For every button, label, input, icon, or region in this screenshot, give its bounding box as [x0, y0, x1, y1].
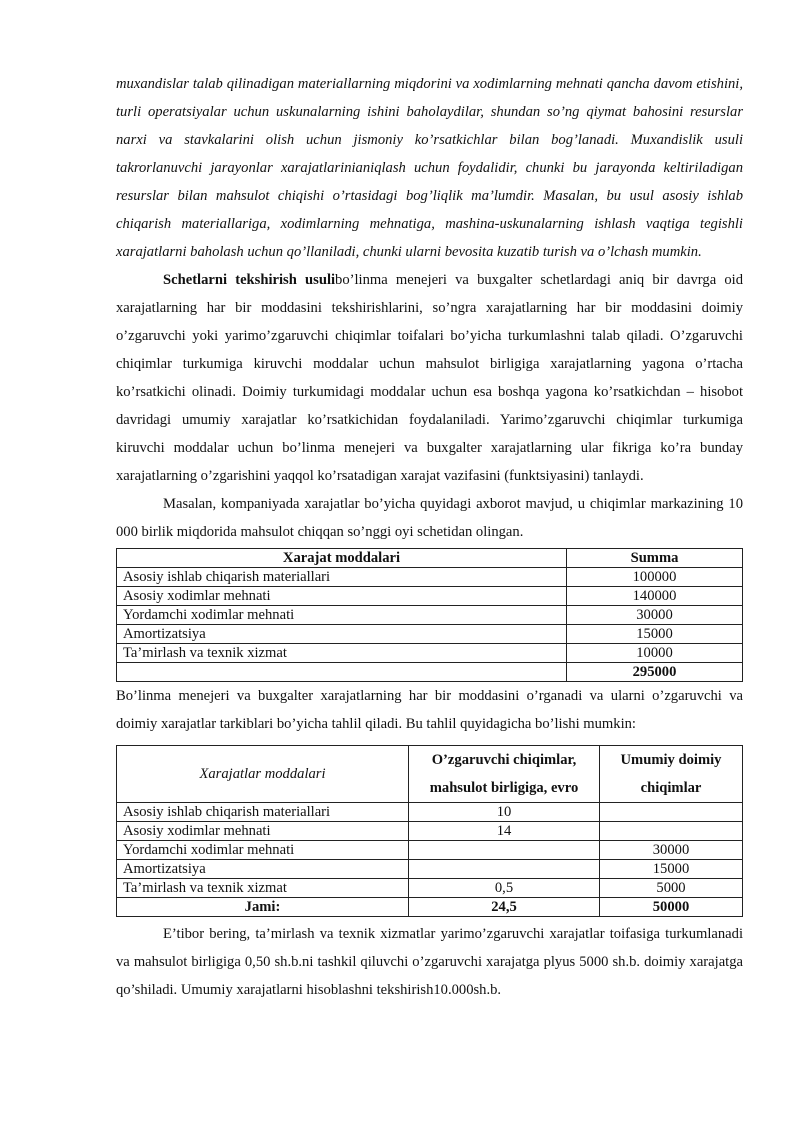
- table-cell: Amortizatsiya: [117, 625, 567, 644]
- table-total-row: [117, 898, 743, 917]
- table-cell: 30000: [567, 606, 743, 625]
- table-header-row: [117, 746, 743, 803]
- table-header-row: [117, 549, 743, 568]
- table-cell: [600, 803, 743, 822]
- document-page: [116, 70, 743, 1004]
- table-cell: 10000: [567, 644, 743, 663]
- table-cell: Asosiy xodimlar mehnati: [117, 587, 567, 606]
- total-variable-cell: 24,5: [409, 898, 600, 917]
- table-cell: 30000: [600, 841, 743, 860]
- paragraph-note: E’tibor bering, ta’mirlash va texnik xizmatlar yarimo’zgaruvchi xarajatlar toifasiga turkumlanadi va mahsulot birligiga 0,50 sh.b.ni tashkil qiluvchi o’zgaruvchi xarajatga plyus 5000 sh.b. doimiy xarajatga qo’shiladi. Umumiy xarajatlarni hisoblashni tekshirish10.000sh.b.: [116, 926, 743, 998]
- table-cell: Yordamchi xodimlar mehnati: [117, 606, 567, 625]
- table-row: [117, 625, 743, 644]
- total-label-cell: Jami:: [117, 898, 409, 917]
- table-cell: Yordamchi xodimlar mehnati: [117, 841, 409, 860]
- table-cell: [409, 860, 600, 879]
- table-total-row: [117, 663, 743, 682]
- table-cell: 0,5: [409, 879, 600, 898]
- total-fixed-cell: 50000: [600, 898, 743, 917]
- table-cell: Ta’mirlash va texnik xizmat: [117, 644, 567, 663]
- column-header-cost-items: Xarajatlar moddalari: [117, 746, 409, 803]
- table-cell: 100000: [567, 568, 743, 587]
- term-account-check-method: Schetlarni tekshirish usuli: [163, 272, 336, 288]
- table-row: [117, 803, 743, 822]
- table-row: [117, 644, 743, 663]
- table-cell: 140000: [567, 587, 743, 606]
- column-header-variable-costs: O’zgaruvchi chiqimlar, mahsulot birligiga, evro: [409, 746, 600, 803]
- cost-breakdown-table: [116, 745, 743, 917]
- table-cell: Asosiy ishlab chiqarish materiallari: [117, 803, 409, 822]
- paragraph-example-intro: Masalan, kompaniyada xarajatlar bo’yicha quyidagi axborot mavjud, u chiqimlar markazining 10 000 birlik miqdorida mahsulot chiqqan so’nggi oyi schetidan olingan.: [116, 496, 743, 540]
- column-header-fixed-costs: Umumiy doimiy chiqimlar: [600, 746, 743, 803]
- table-cell: [117, 663, 567, 682]
- table-cell: Ta’mirlash va texnik xizmat: [117, 879, 409, 898]
- table-row: [117, 606, 743, 625]
- table-row: [117, 841, 743, 860]
- table-cell: Asosiy ishlab chiqarish materiallari: [117, 568, 567, 587]
- paragraph-engineering-method: muxandislar talab qilinadigan materiallarning miqdorini va xodimlarning mehnati qancha davom etishini, turli operatsiyalar uchun uskunalarning ishini baholaydilar, shundan so’ng qiymat bahosini resurslar narxi va stavkalarini olish uchun jismoniy ko’rsatkichlar bilan bog’lanadi. Muxandislik usuli takrorlanuvchi jarayonlar xarajatlarinianiqlash uchun foydalidir, chunki bu jarayonda keltiriladigan resurslar bilan mahsulot chiqishi o’rtasidagi bog’liqlik ma’lumdir. Masalan, bu usul asosiy ishlab chiqarish materiallariga, xodimlarning mehnatiga, mashina-uskunalarning ishlash vaqtiga tegishli xarajatlarni baholash uchun qo’llaniladi, chunki ularni bevosita kuzatib turish va o’lchash mumkin.: [116, 76, 743, 260]
- table-cell: [600, 822, 743, 841]
- table-cell: [409, 841, 600, 860]
- cost-items-table: [116, 548, 743, 682]
- column-header-sum: Summa: [567, 549, 743, 568]
- table-row: [117, 879, 743, 898]
- table-cell: 5000: [600, 879, 743, 898]
- table-cell: Amortizatsiya: [117, 860, 409, 879]
- table-cell: 10: [409, 803, 600, 822]
- paragraph-account-check-text: bo’linma menejeri va buxgalter schetlardagi aniq bir davrga oid xarajatlarning har bir moddasini tekshirishlarini, so’ngra xarajatlarning har bir moddasini doimiy o’zgaruvchi yoki yarimo’zgaruvchi chiqimlar toifalari bo’yicha turkumlashni talab qiladi. O’zgaruvchi chiqimlar turkumiga kiruvchi moddalar uchun mahsulot birligiga xarajatlarning yagona o’rtacha ko’rsatkichi olinadi. Doimiy turkumidagi moddalar uchun esa boshqa yagona ko’rsatkichdan – hisobot davridagi umumiy xarajatlar ko’rsatkichidan foydalaniladi. Yarimo’zgaruvchi chiqimlar turkumiga kiruvchi moddalar uchun bo’linma menejeri va buxgalter xarajatlarning ular fikriga ko’ra bunday xarajatlarning o’zgarishini yaqqol ko’rsatadigan xarajat vazifasini (funktsiyasini) tanlaydi.: [116, 272, 743, 484]
- table-cell: Asosiy xodimlar mehnati: [117, 822, 409, 841]
- table-cell: 15000: [567, 625, 743, 644]
- paragraph-analysis-intro: Bo’linma menejeri va buxgalter xarajatlarning har bir moddasini o’rganadi va ularni o’zgaruvchi va doimiy xarajatlar tarkiblari bo’yicha tahlil qiladi. Bu tahlil quyidagicha bo’lishi mumkin:: [116, 688, 743, 732]
- table-row: [117, 822, 743, 841]
- table-row: [117, 587, 743, 606]
- table-row: [117, 568, 743, 587]
- table-cell: 15000: [600, 860, 743, 879]
- table-row: [117, 860, 743, 879]
- total-sum-cell: 295000: [567, 663, 743, 682]
- column-header-cost-items: Xarajat moddalari: [117, 549, 567, 568]
- paragraph-account-check-method: [116, 266, 743, 490]
- table-cell: 14: [409, 822, 600, 841]
